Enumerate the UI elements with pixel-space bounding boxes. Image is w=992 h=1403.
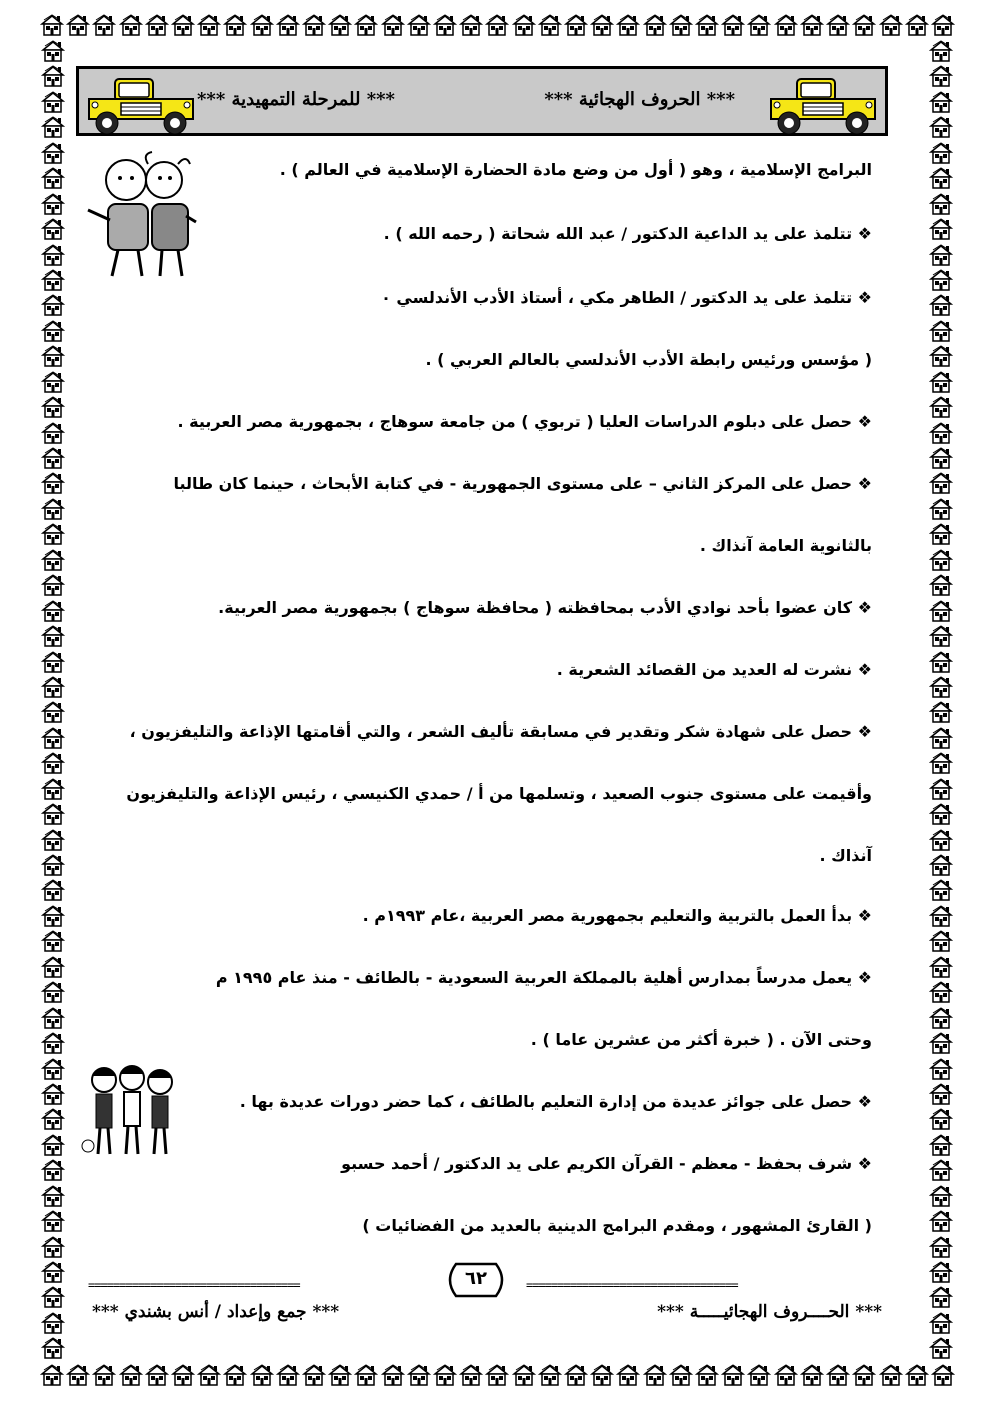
house-icon <box>929 981 953 1003</box>
house-icon <box>41 600 65 622</box>
house-icon <box>929 1058 953 1080</box>
house-icon <box>41 218 65 240</box>
house-icon <box>564 14 588 36</box>
house-icon <box>774 14 798 36</box>
house-icon <box>41 320 65 342</box>
house-icon <box>41 803 65 825</box>
house-icon <box>41 981 65 1003</box>
page-number: ٦٢ <box>465 1268 487 1289</box>
house-icon <box>119 14 143 36</box>
text-line: ❖ كان عضوا بأحد نوادي الأدب بمحافظته ( محافظة سوهاج ) بجمهورية مصر العربية. <box>218 598 872 617</box>
house-icon <box>145 1364 169 1386</box>
house-icon <box>669 1364 693 1386</box>
house-icon <box>879 14 903 36</box>
house-icon <box>41 752 65 774</box>
house-icon <box>197 14 221 36</box>
house-icon <box>929 701 953 723</box>
text-line: ❖ نشرت له العديد من القصائد الشعرية . <box>556 660 872 679</box>
house-icon <box>929 905 953 927</box>
house-icon <box>41 956 65 978</box>
house-icon <box>929 1108 953 1130</box>
house-icon <box>485 14 509 36</box>
house-icon <box>92 14 116 36</box>
house-icon <box>929 116 953 138</box>
text-line: ❖ بدأ العمل بالتربية والتعليم بجمهورية مصر العربية ،عام ١٩٩٣م . <box>362 906 872 925</box>
house-icon <box>41 345 65 367</box>
house-icon <box>538 14 562 36</box>
kids-with-backpacks-illustration <box>78 150 208 280</box>
house-icon <box>929 549 953 571</box>
house-icon <box>41 472 65 494</box>
house-icon <box>929 1159 953 1181</box>
house-icon <box>41 651 65 673</box>
house-icon <box>41 1286 65 1308</box>
house-icon <box>41 1032 65 1054</box>
house-icon <box>40 14 64 36</box>
house-icon <box>929 218 953 240</box>
house-icon <box>512 14 536 36</box>
house-icon <box>41 91 65 113</box>
house-icon <box>41 1312 65 1334</box>
house-icon <box>929 1337 953 1359</box>
house-icon <box>929 1312 953 1334</box>
text-line: ❖ حصل على المركز الثاني – على مستوى الجمهورية - في كتابة الأبحاث ، حينما كان طالبا <box>173 474 872 493</box>
house-icon <box>905 1364 929 1386</box>
house-icon <box>223 1364 247 1386</box>
house-icon <box>41 167 65 189</box>
house-icon <box>41 625 65 647</box>
house-icon <box>929 956 953 978</box>
house-icon <box>590 1364 614 1386</box>
footer-divider-right: ================================== <box>526 1278 738 1292</box>
house-icon <box>643 1364 667 1386</box>
house-icon <box>929 65 953 87</box>
text-line: ❖ تتلمذ على يد الداعية الدكتور / عبد الله شحاتة ( رحمه الله ) . <box>383 224 872 243</box>
house-icon <box>929 40 953 62</box>
house-icon <box>929 803 953 825</box>
page-border-right <box>928 40 954 1360</box>
house-icon <box>564 1364 588 1386</box>
house-icon <box>459 14 483 36</box>
house-icon <box>929 676 953 698</box>
house-icon <box>41 701 65 723</box>
text-line: ( مؤسس ورئيس رابطة الأدب الأندلسي بالعالم العربي ) . <box>425 350 872 369</box>
house-icon <box>328 1364 352 1386</box>
house-icon <box>41 676 65 698</box>
house-icon <box>929 167 953 189</box>
house-icon <box>354 14 378 36</box>
house-icon <box>929 1210 953 1232</box>
house-icon <box>695 14 719 36</box>
house-icon <box>92 1364 116 1386</box>
house-icon <box>929 752 953 774</box>
header-right-title: *** الحروف الهجائية *** <box>544 89 735 110</box>
house-icon <box>929 1185 953 1207</box>
house-icon <box>41 447 65 469</box>
house-icon <box>747 1364 771 1386</box>
house-icon <box>41 523 65 545</box>
house-icon <box>929 472 953 494</box>
house-icon <box>774 1364 798 1386</box>
house-icon <box>643 14 667 36</box>
house-icon <box>929 320 953 342</box>
house-icon <box>41 1210 65 1232</box>
house-icon <box>250 14 274 36</box>
page-border-left <box>40 40 66 1360</box>
house-icon <box>695 1364 719 1386</box>
house-icon <box>929 651 953 673</box>
house-icon <box>929 600 953 622</box>
footer-right-text: *** الحــــروف الهجائيـــــة *** <box>657 1302 882 1322</box>
house-icon <box>41 1108 65 1130</box>
house-icon <box>929 294 953 316</box>
text-line: ❖ يعمل مدرساً بمدارس أهلية بالمملكة العربية السعودية - بالطائف - منذ عام ١٩٩٥ م <box>215 968 872 987</box>
house-icon <box>407 14 431 36</box>
header-left-title: *** للمرحلة التمهيدية *** <box>197 89 395 110</box>
house-icon <box>929 1261 953 1283</box>
house-icon <box>616 14 640 36</box>
text-line: ( القارئ المشهور ، ومقدم البرامج الدينية بالعديد من الفضائيات ) <box>362 1216 872 1235</box>
house-icon <box>41 269 65 291</box>
text-line: ❖ حصل على دبلوم الدراسات العليا ( تربوي ) من جامعة سوهاج ، بجمهورية مصر العربية . <box>177 412 872 431</box>
text-line: آنذاك . <box>819 846 872 865</box>
house-icon <box>512 1364 536 1386</box>
house-icon <box>459 1364 483 1386</box>
house-icon <box>929 854 953 876</box>
house-icon <box>41 549 65 571</box>
house-icon <box>929 244 953 266</box>
house-icon <box>929 574 953 596</box>
house-icon <box>41 1058 65 1080</box>
house-icon <box>929 1134 953 1156</box>
house-icon <box>197 1364 221 1386</box>
house-icon <box>66 1364 90 1386</box>
house-icon <box>41 40 65 62</box>
house-icon <box>41 574 65 596</box>
house-icon <box>41 1337 65 1359</box>
house-icon <box>929 447 953 469</box>
footer-left-text: *** جمع وإعداد / أنس بشندي *** <box>92 1302 340 1322</box>
house-icon <box>381 1364 405 1386</box>
truck-icon <box>85 73 197 137</box>
house-icon <box>41 1159 65 1181</box>
truck-icon <box>767 73 879 137</box>
group-of-children-illustration <box>80 1062 184 1160</box>
house-icon <box>929 1236 953 1258</box>
text-line: ❖ حصل على جوائز عديدة من إدارة التعليم بالطائف ، كما حضر دورات عديدة بها . <box>239 1092 872 1111</box>
house-icon <box>41 422 65 444</box>
house-icon <box>328 14 352 36</box>
house-icon <box>929 193 953 215</box>
house-icon <box>929 1032 953 1054</box>
house-icon <box>276 1364 300 1386</box>
house-icon <box>66 14 90 36</box>
house-icon <box>929 727 953 749</box>
house-icon <box>826 1364 850 1386</box>
house-icon <box>929 142 953 164</box>
page-header-banner <box>76 66 888 136</box>
house-icon <box>41 1083 65 1105</box>
house-icon <box>41 396 65 418</box>
house-icon <box>41 498 65 520</box>
text-line: ❖ حصل على شهادة شكر وتقدير في مسابقة تأليف الشعر ، والتي أقامتها الإذاعة والتليفزيون ، <box>129 722 872 741</box>
house-icon <box>852 1364 876 1386</box>
house-icon <box>302 14 326 36</box>
house-icon <box>800 1364 824 1386</box>
house-icon <box>721 1364 745 1386</box>
house-icon <box>276 14 300 36</box>
house-icon <box>41 727 65 749</box>
house-icon <box>929 396 953 418</box>
page-border-bottom <box>40 1364 955 1390</box>
house-icon <box>433 14 457 36</box>
house-icon <box>41 244 65 266</box>
house-icon <box>41 829 65 851</box>
house-icon <box>41 930 65 952</box>
house-icon <box>145 14 169 36</box>
house-icon <box>41 1236 65 1258</box>
house-icon <box>354 1364 378 1386</box>
house-icon <box>41 142 65 164</box>
house-icon <box>747 14 771 36</box>
house-icon <box>407 1364 431 1386</box>
house-icon <box>929 778 953 800</box>
text-line: وحتى الآن . ( خبرة أكثر من عشرين عاما ) . <box>530 1030 872 1049</box>
house-icon <box>433 1364 457 1386</box>
house-icon <box>485 1364 509 1386</box>
house-icon <box>302 1364 326 1386</box>
house-icon <box>41 1007 65 1029</box>
house-icon <box>223 14 247 36</box>
house-icon <box>171 1364 195 1386</box>
house-icon <box>931 14 955 36</box>
house-icon <box>538 1364 562 1386</box>
text-line: بالثانوية العامة آنذاك . <box>699 536 872 555</box>
house-icon <box>41 854 65 876</box>
house-icon <box>929 91 953 113</box>
house-icon <box>929 1083 953 1105</box>
house-icon <box>929 829 953 851</box>
house-icon <box>929 1007 953 1029</box>
house-icon <box>41 193 65 215</box>
text-line: وأقيمت على مستوى جنوب الصعيد ، وتسلمها من أ / حمدي الكنيسي ، رئيس الإذاعة والتليفزيون <box>126 784 872 803</box>
house-icon <box>931 1364 955 1386</box>
house-icon <box>929 625 953 647</box>
house-icon <box>40 1364 64 1386</box>
house-icon <box>41 116 65 138</box>
house-icon <box>41 1261 65 1283</box>
house-icon <box>41 778 65 800</box>
text-line: ❖ شرف بحفظ - معظم - القرآن الكريم على يد الدكتور / أحمد حسبو <box>341 1154 872 1173</box>
house-icon <box>929 422 953 444</box>
house-icon <box>905 14 929 36</box>
text-line: البرامج الإسلامية ، وهو ( أول من وضع مادة الحضارة الإسلامية في العالم ) . <box>279 160 872 179</box>
house-icon <box>929 345 953 367</box>
house-icon <box>41 371 65 393</box>
house-icon <box>171 14 195 36</box>
house-icon <box>929 1286 953 1308</box>
page-border-top <box>40 14 955 40</box>
house-icon <box>929 930 953 952</box>
house-icon <box>41 1185 65 1207</box>
house-icon <box>381 14 405 36</box>
house-icon <box>826 14 850 36</box>
house-icon <box>250 1364 274 1386</box>
house-icon <box>852 14 876 36</box>
house-icon <box>721 14 745 36</box>
house-icon <box>41 905 65 927</box>
house-icon <box>929 371 953 393</box>
house-icon <box>616 1364 640 1386</box>
footer-divider-left: ================================== <box>88 1278 300 1292</box>
text-line: ❖ تتلمذ على يد الدكتور / الطاهر مكي ، أستاذ الأدب الأندلسي ٠ <box>381 288 872 307</box>
house-icon <box>800 14 824 36</box>
house-icon <box>669 14 693 36</box>
house-icon <box>41 294 65 316</box>
house-icon <box>929 879 953 901</box>
house-icon <box>879 1364 903 1386</box>
house-icon <box>41 65 65 87</box>
house-icon <box>590 14 614 36</box>
house-icon <box>929 498 953 520</box>
house-icon <box>929 523 953 545</box>
house-icon <box>119 1364 143 1386</box>
house-icon <box>41 879 65 901</box>
house-icon <box>929 269 953 291</box>
house-icon <box>41 1134 65 1156</box>
